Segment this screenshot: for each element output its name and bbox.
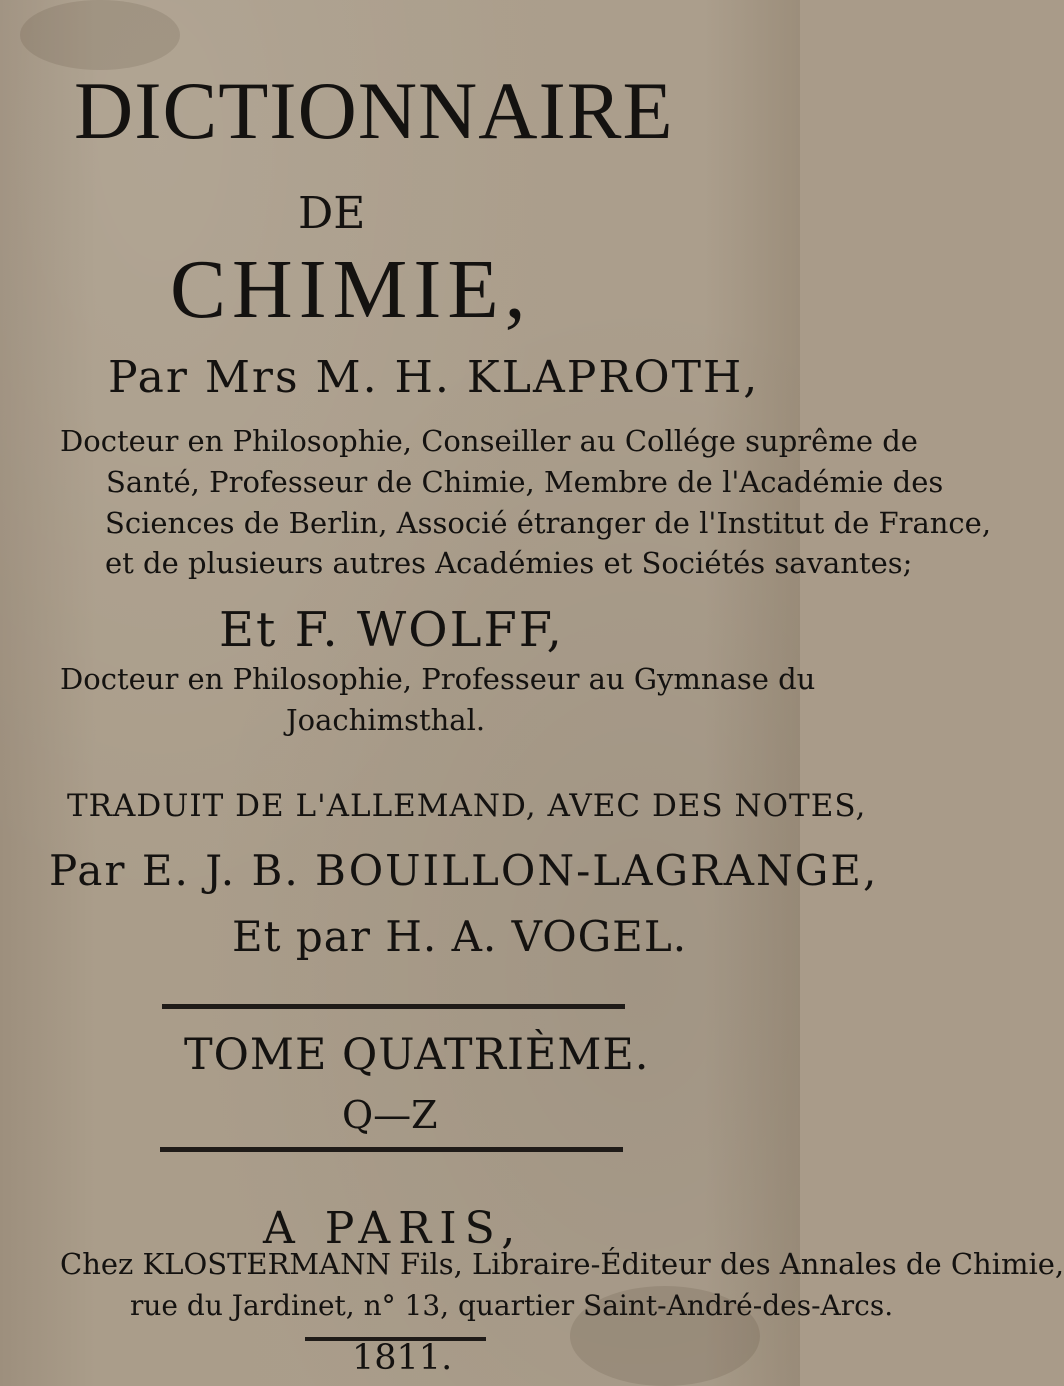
- publication-year: 1811.: [352, 1338, 453, 1378]
- publisher-line: Chez KLOSTERMANN Fils, Libraire-Éditeur des Annales de Chimie,: [60, 1247, 1064, 1281]
- paper-stain: [20, 0, 180, 70]
- translation-note: TRADUIT DE L'ALLEMAND, AVEC DES NOTES,: [67, 788, 867, 824]
- coauthor-bio-line-1: Docteur en Philosophie, Professeur au Gymnase du: [60, 662, 816, 696]
- address-line: rue du Jardinet, n° 13, quartier Saint-André-des-Arcs.: [130, 1289, 894, 1322]
- main-title: DICTIONNAIRE: [74, 65, 674, 156]
- author-bio-line-4: et de plusieurs autres Académies et Sociétés savantes;: [105, 546, 913, 580]
- translator-line: Par E. J. B. BOUILLON-LAGRANGE,: [49, 846, 879, 895]
- coauthor-line: Et F. WOLFF,: [219, 602, 564, 658]
- top-rule: [162, 1004, 625, 1009]
- author-bio-line-1: Docteur en Philosophie, Conseiller au Collége suprême de: [60, 424, 918, 458]
- publication-city: A PARIS,: [263, 1203, 524, 1254]
- author-line: Par Mrs M. H. KLAPROTH,: [108, 352, 760, 403]
- author-bio-line-3: Sciences de Berlin, Associé étranger de l'Institut de France,: [105, 506, 992, 540]
- subject-title: CHIMIE,: [170, 243, 532, 336]
- title-preposition: DE: [298, 188, 366, 239]
- coauthor-bio-line-2: Joachimsthal.: [286, 703, 486, 737]
- bottom-rule: [160, 1147, 623, 1152]
- author-bio-line-2: Santé, Professeur de Chimie, Membre de l'Académie des: [106, 465, 944, 499]
- second-translator-line: Et par H. A. VOGEL.: [232, 912, 688, 961]
- volume-range: Q—Z: [342, 1093, 438, 1137]
- volume-title: TOME QUATRIÈME.: [184, 1030, 650, 1080]
